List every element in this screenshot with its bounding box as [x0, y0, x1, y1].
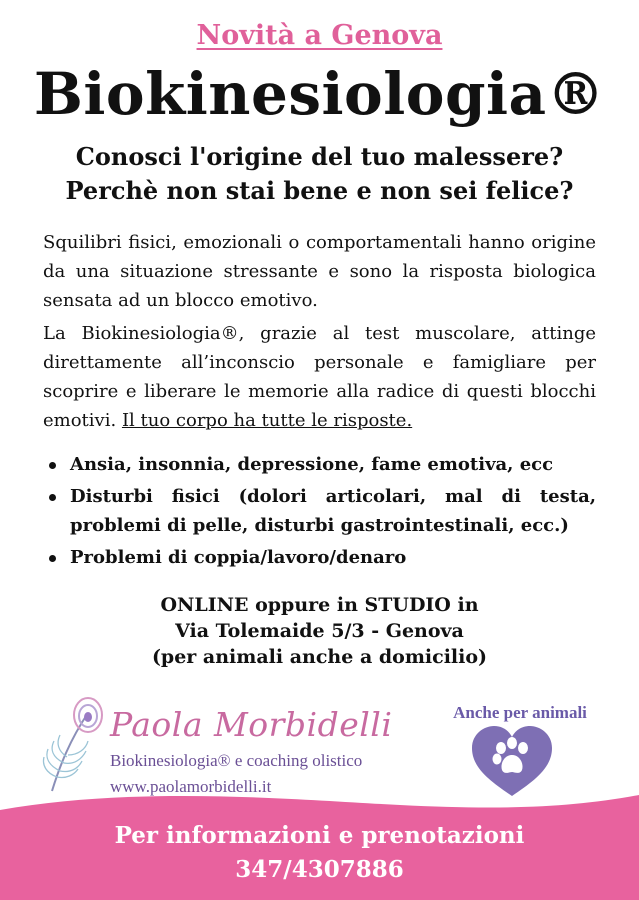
subtitle-question-1: Conosci l'origine del tuo malessere? [75, 142, 564, 171]
website-link[interactable]: www.paolamorbidelli.it [110, 777, 272, 796]
logo-subtitle: Biokinesiologia® e coaching olistico [110, 751, 363, 770]
subtitle-question-2: Perchè non stai bene e non sei felice? [65, 176, 574, 205]
symptoms-list [43, 450, 596, 575]
location-line-1: ONLINE oppure in STUDIO in [160, 594, 479, 616]
footer-info-text: Per informazioni e prenotazioni [114, 822, 525, 849]
peacock-feather-icon [40, 695, 105, 795]
footer-phone[interactable]: 347/4307886 [235, 856, 404, 883]
location-line-3: (per animali anche a domicilio) [151, 646, 488, 668]
logo-name: Paola Morbidelli [110, 705, 393, 744]
method-paragraph-emphasis: Il tuo corpo ha tutte le risposte. [121, 410, 413, 431]
list-item: Problemi di coppia/lavoro/denaro [43, 543, 596, 572]
method-paragraph-text: La Biokinesiologia®, grazie al test muscolare, attinge direttamente all’inconscio personale e famigliare per scoprire e liberare le memorie alla radice di questi blocchi emotivi. [43, 323, 596, 431]
intro-paragraph: Squilibri fisici, emozionali o comportamentali hanno origine da una situazione stressante e sono la risposta biologica sensata ad un blocco emotivo. [43, 232, 596, 311]
list-item: Ansia, insonnia, depressione, fame emotiva, ecc [43, 450, 596, 479]
location-line-2: Via Tolemaide 5/3 - Genova [175, 620, 464, 642]
paw-heart-icon [470, 726, 554, 798]
method-paragraph [43, 319, 596, 435]
list-item: Disturbi fisici (dolori articolari, mal di testa, problemi di pelle, disturbi gastrointestinali, ecc.) [43, 482, 596, 540]
header-kicker: Novità a Genova [196, 20, 443, 51]
page-title: Biokinesiologia® [33, 60, 606, 128]
animals-label: Anche per animali [453, 703, 587, 722]
